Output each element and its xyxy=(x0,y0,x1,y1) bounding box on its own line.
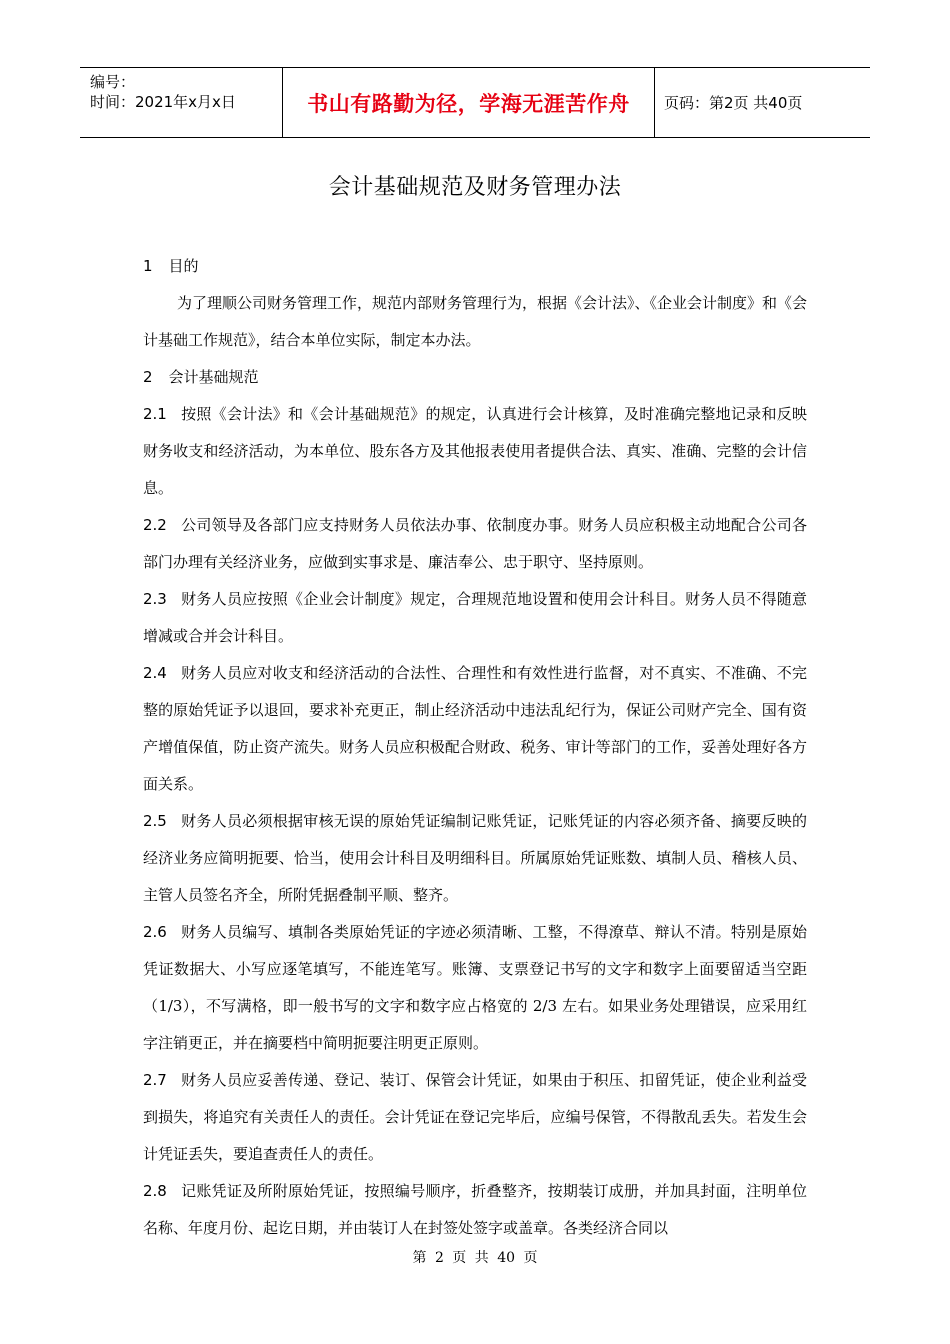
header-page-label: 页码：第2页 共40页 xyxy=(664,94,803,112)
header-motto-cell xyxy=(283,68,655,137)
clause-text: 财务人员应按照《企业会计制度》规定，合理规范地设置和使用会计科目。财务人员不得随意增减或合并会计科目。 xyxy=(143,590,807,645)
paragraph: 为了理顺公司财务管理工作，规范内部财务管理行为，根据《会计法》、《企业会计制度》和《会计基础工作规范》，结合本单位实际，制定本办法。 xyxy=(143,294,808,349)
clause-number: 2.8 xyxy=(143,1182,167,1200)
document-title: 会计基础规范及财务管理办法 xyxy=(328,175,622,200)
clause-number: 2.3 xyxy=(143,590,167,608)
clause-text: 财务人员应对收支和经济活动的合法性、合理性和有效性进行监督，对不真实、不准确、不完整的原始凭证予以退回，要求补充更正，制止经济活动中违法乱纪行为，保证公司财产完全、国有资产增值保值，防止资产流失。财务人员应积极配合财政、税务、审计等部门的工作，妥善处理好各方面关系。 xyxy=(143,664,807,793)
document-body xyxy=(143,248,807,1247)
section-number: 1 xyxy=(143,257,153,275)
clause xyxy=(143,396,807,507)
document-number-label: 编号： xyxy=(90,73,136,91)
section-heading xyxy=(143,359,807,396)
section-title: 目的 xyxy=(168,257,199,275)
clause xyxy=(143,581,807,655)
header-meta-cell xyxy=(80,68,283,137)
clause-number: 2.7 xyxy=(143,1071,167,1089)
clause xyxy=(143,1062,807,1173)
page-header xyxy=(80,67,870,138)
clause xyxy=(143,1173,807,1247)
header-motto: 书山有路勤为径，学海无涯苦作舟 xyxy=(307,91,630,116)
header-page-cell xyxy=(655,68,870,137)
clause-number: 2.2 xyxy=(143,516,167,534)
clause-text: 公司领导及各部门应支持财务人员依法办事、依制度办事。财务人员应积极主动地配合公司各部门办理有关经济业务，应做到实事求是、廉洁奉公、忠于职守、坚持原则。 xyxy=(143,516,807,571)
clause-text: 财务人员编写、填制各类原始凭证的字迹必须清晰、工整，不得潦草、辩认不清。特别是原始凭证数据大、小写应逐笔填写，不能连笔写。账簿、支票登记书写的文字和数字上面要留适当空距（1/3），不写满格，即一般书写的文字和数字应占格宽的 2/3 左右。如果业务处理错误，应采用红字注销更正，并在摘要档中简明扼要注明更正原则。 xyxy=(143,923,807,1052)
clause xyxy=(143,655,807,803)
clause-number: 2.5 xyxy=(143,812,167,830)
clause-text: 记账凭证及所附原始凭证，按照编号顺序，折叠整齐，按期装订成册，并加具封面，注明单位名称、年度月份、起讫日期，并由装订人在封签处签字或盖章。各类经济合同以 xyxy=(143,1182,807,1237)
clause-text: 按照《会计法》和《会计基础规范》的规定，认真进行会计核算，及时准确完整地记录和反映财务收支和经济活动，为本单位、股东各方及其他报表使用者提供合法、真实、准确、完整的会计信息。 xyxy=(143,405,807,497)
clause xyxy=(143,914,807,1062)
clause xyxy=(143,803,807,914)
clause-text: 财务人员应妥善传递、登记、装订、保管会计凭证，如果由于积压、扣留凭证，使企业利益受到损失，将追究有关责任人的责任。会计凭证在登记完毕后，应编号保管，不得散乱丢失。若发生会计凭证丢失，要追查责任人的责任。 xyxy=(143,1071,807,1163)
clause-number: 2.4 xyxy=(143,664,167,682)
document-date-label: 时间：2021年x月x日 xyxy=(90,93,236,111)
section-title: 会计基础规范 xyxy=(168,368,259,386)
clause-number: 2.1 xyxy=(143,405,167,423)
page-footer: 第 2 页 共 40 页 xyxy=(412,1250,538,1266)
section-number: 2 xyxy=(143,368,153,386)
clause-number: 2.6 xyxy=(143,923,167,941)
section-heading xyxy=(143,248,807,285)
clause-text: 财务人员必须根据审核无误的原始凭证编制记账凭证，记账凭证的内容必须齐备、摘要反映的经济业务应简明扼要、恰当，使用会计科目及明细科目。所属原始凭证账数、填制人员、稽核人员、主管人员签名齐全，所附凭据叠制平顺、整齐。 xyxy=(143,812,807,904)
clause xyxy=(143,507,807,581)
